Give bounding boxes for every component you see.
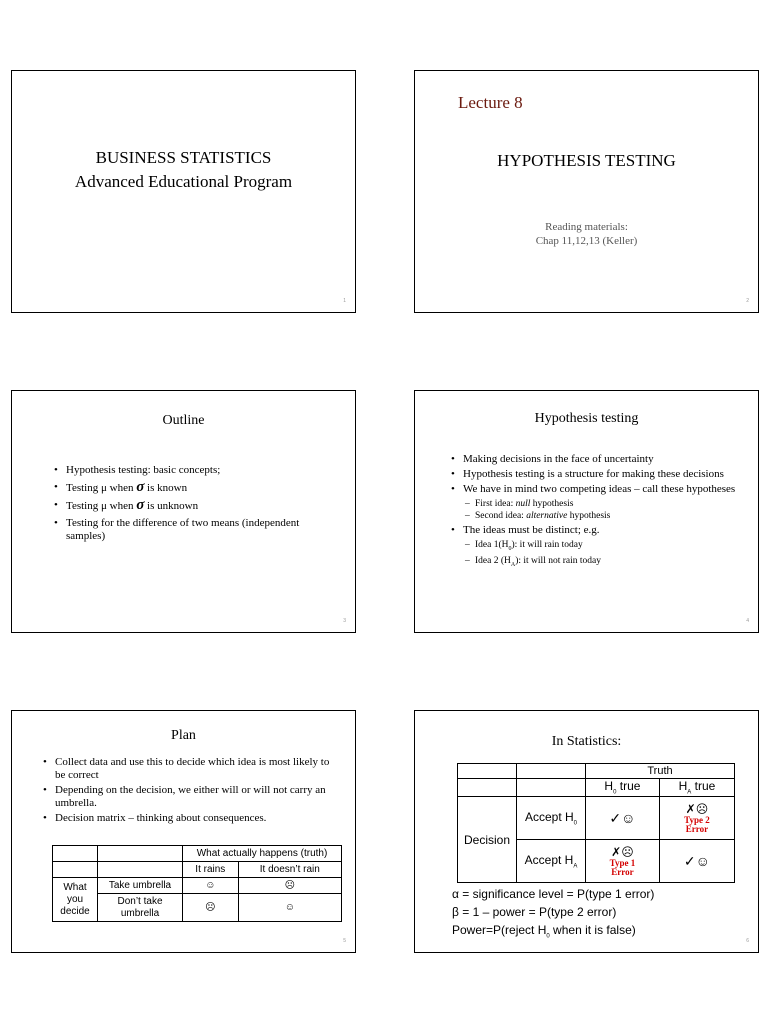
list-item: • Collect data and use this to decide which idea is most likely to be correct (43, 756, 333, 782)
h0-true-header: $H_0$ true (586, 779, 660, 797)
slide-4 (414, 390, 759, 633)
slide-1 (11, 70, 356, 313)
list-item: • Hypothesis testing is a structure for making these decisions (451, 468, 741, 481)
type-1-error-label: Type 1 Error (609, 858, 636, 877)
list-item: • Depending on the decision, we either will or will not carry an umbrella. (43, 784, 333, 810)
accept-h0-row: Accept $H_0$ (517, 797, 586, 840)
alpha-definition: α = significance level = P(type 1 error) (452, 887, 655, 901)
plan-list (43, 756, 333, 829)
slide-3-title: Outline (162, 413, 205, 428)
outline-list (54, 464, 314, 547)
table-cell: ☹ (238, 878, 341, 894)
beta-definition: β = 1 – power = P(type 2 error) (452, 905, 617, 919)
column-header: It rains (183, 862, 239, 878)
list-item: • Decision matrix – thinking about consequences. (43, 812, 333, 825)
sub-item: – First idea: null hypothesis (463, 498, 741, 510)
power-definition: Power=P(reject $H_0$ when it is false) (452, 923, 636, 940)
correct-cell: ✓☺ (659, 840, 734, 883)
table-cell: ☺ (183, 878, 239, 894)
slide-number: 2 (746, 298, 749, 304)
type-2-error-label: Type 2 Error (684, 815, 710, 834)
lecture-label: Lecture 8 (458, 93, 523, 112)
accept-ha-row: Accept $H_A$ (517, 840, 586, 883)
truth-header: Truth (586, 764, 735, 779)
list-item: • Testing for the difference of two means (independent samples) (54, 517, 314, 543)
slide-6 (414, 710, 759, 953)
table-header: What actually happens (truth) (183, 846, 342, 862)
list-item: • Testing μ when σ is unknown (54, 499, 314, 513)
slide-2-title: HYPOTHESIS TESTING (497, 151, 676, 170)
list-item: • The ideas must be distinct; e.g. – Idea $1(H_0)$: it will rain today – Idea 2 $(H_A)$: it will not rain today (451, 524, 741, 571)
correct-cell: ✓☺ (586, 797, 660, 840)
type-1-error-cell: ✗☹ Type 1 Error (586, 840, 660, 883)
row-group-header: What you decide (53, 878, 98, 922)
sigma-symbol: σ (136, 497, 145, 513)
table-cell: ☺ (238, 894, 341, 922)
slide-5-title: Plan (171, 728, 196, 743)
reading-label: Reading materials: (545, 221, 628, 233)
hypothesis-list (451, 453, 741, 575)
slide-3 (11, 390, 356, 633)
decision-matrix-table (52, 845, 342, 922)
sub-item: – Idea 2 $(H_A)$: it will not rain today (463, 555, 741, 571)
list-item: • Testing μ when σ is known (54, 481, 314, 495)
slide-number: 1 (343, 298, 346, 304)
error-types-table (457, 763, 735, 883)
slide-6-title: In Statistics: (551, 734, 622, 749)
table-cell: ☹ (183, 894, 239, 922)
slide-1-subtitle: Advanced Educational Program (74, 172, 293, 191)
slide-number: 5 (343, 938, 346, 944)
column-header: It doesn’t rain (238, 862, 341, 878)
sigma-symbol: σ (136, 479, 145, 495)
list-item: • Hypothesis testing: basic concepts; (54, 464, 314, 477)
row-header: Take umbrella (98, 878, 183, 894)
decision-header: Decision (458, 797, 517, 883)
sub-item: – Second idea: alternative hypothesis (463, 510, 741, 522)
list-item: • We have in mind two competing ideas – call these hypotheses – First idea: null hypothesis – Second idea: alternative hypothesis (451, 483, 741, 522)
ha-true-header: $H_A$ true (659, 779, 734, 797)
slide-2 (414, 70, 759, 313)
slide-number: 6 (746, 938, 749, 944)
slide-number: 4 (746, 618, 749, 624)
slide-1-title: BUSINESS STATISTICS (95, 148, 272, 167)
reading-chapters: Chap 11,12,13 (Keller) (535, 235, 638, 247)
list-item: • Making decisions in the face of uncertainty (451, 453, 741, 466)
slide-number: 3 (343, 618, 346, 624)
sub-item: – Idea $1(H_0)$: it will rain today (463, 539, 741, 555)
row-header: Don’t take umbrella (98, 894, 183, 922)
slide-4-title: Hypothesis testing (534, 411, 639, 426)
type-2-error-cell: ✗☹ Type 2 Error (659, 797, 734, 840)
slide-5 (11, 710, 356, 953)
